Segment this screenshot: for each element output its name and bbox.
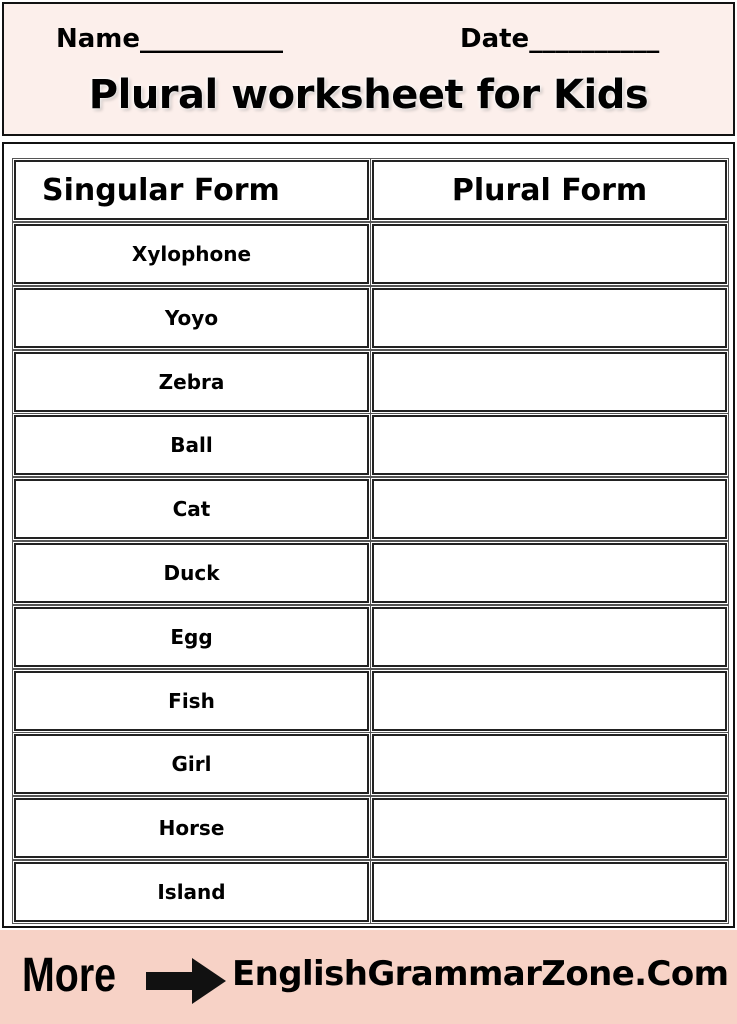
plural-answer-cell[interactable] — [372, 734, 727, 794]
worksheet-header — [2, 2, 735, 136]
plural-table — [2, 142, 735, 928]
column-header-singular: Singular Form — [14, 160, 369, 220]
more-label: More — [22, 949, 117, 1002]
footer-banner — [0, 930, 737, 1024]
plural-answer-cell[interactable] — [372, 543, 727, 603]
singular-cell: Cat — [14, 479, 369, 539]
worksheet-title: Plural worksheet for Kids — [88, 72, 649, 118]
plural-answer-cell[interactable] — [372, 415, 727, 475]
singular-cell: Ball — [14, 415, 369, 475]
name-field-label: Name___________ — [56, 24, 284, 54]
plural-answer-cell[interactable] — [372, 862, 727, 922]
plural-answer-cell[interactable] — [372, 607, 727, 667]
right-arrow-icon — [146, 958, 226, 1004]
singular-cell: Island — [14, 862, 369, 922]
plural-answer-cell[interactable] — [372, 224, 727, 284]
date-field-label: Date__________ — [460, 24, 660, 54]
singular-cell: Duck — [14, 543, 369, 603]
plural-answer-cell[interactable] — [372, 288, 727, 348]
singular-cell: Yoyo — [14, 288, 369, 348]
singular-cell: Zebra — [14, 352, 369, 412]
plural-answer-cell[interactable] — [372, 798, 727, 858]
plural-answer-cell[interactable] — [372, 479, 727, 539]
singular-cell: Girl — [14, 734, 369, 794]
plural-answer-cell[interactable] — [372, 671, 727, 731]
singular-cell: Xylophone — [14, 224, 369, 284]
singular-cell: Egg — [14, 607, 369, 667]
plural-answer-cell[interactable] — [372, 352, 727, 412]
singular-cell: Horse — [14, 798, 369, 858]
singular-cell: Fish — [14, 671, 369, 731]
column-header-plural: Plural Form — [372, 160, 727, 220]
website-link[interactable]: EnglishGrammarZone.Com — [232, 954, 729, 994]
